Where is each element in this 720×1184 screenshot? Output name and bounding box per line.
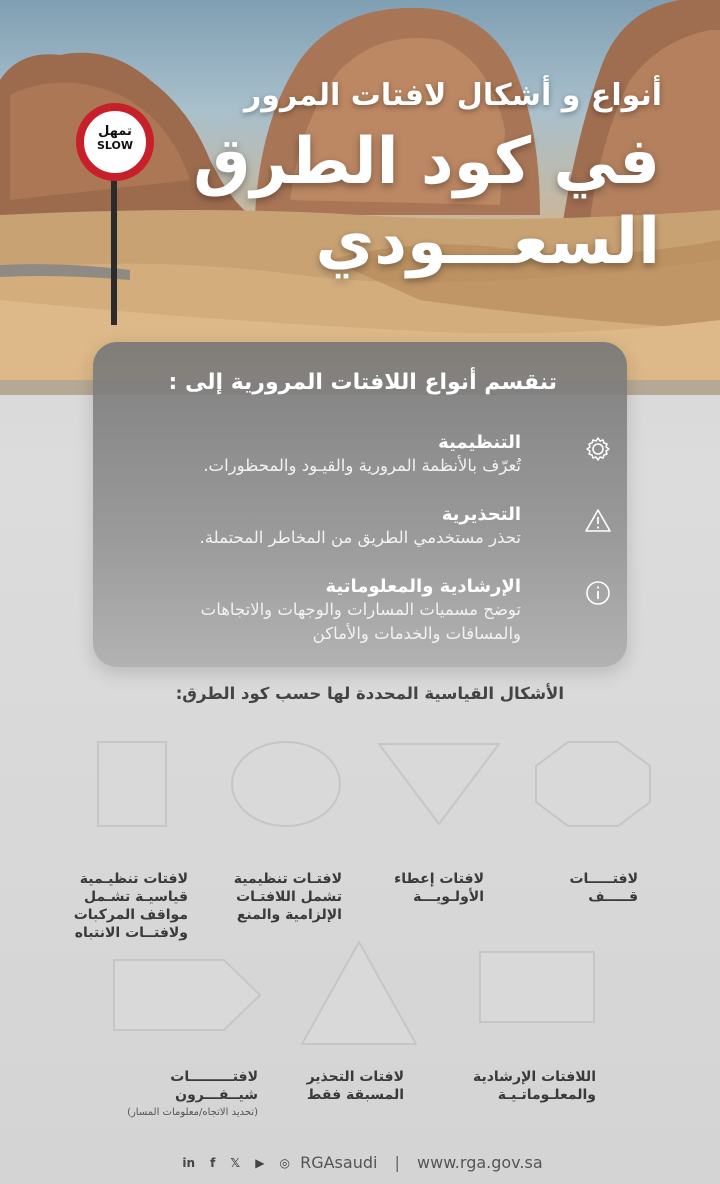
hero-title-line-1: في كود الطرق — [193, 125, 660, 199]
label-stop — [569, 870, 638, 906]
item-informational — [133, 576, 613, 656]
item-desc-line-2: والمسافات والخدمات والأماكن — [312, 624, 521, 643]
item-title: التحذيرية — [441, 504, 521, 525]
label-line: والمعلـوماتـيـة — [497, 1087, 596, 1103]
inverted-triangle-yield-shape — [375, 740, 503, 828]
label-line: الإلزامية والمنع — [236, 907, 342, 923]
x-twitter-icon[interactable]: 𝕏 — [230, 1155, 241, 1170]
label-line: مواقف المركبات — [73, 907, 188, 923]
label-line: لافتـات تنظيمية — [233, 871, 342, 887]
label-warning — [307, 1068, 404, 1104]
circle-regulatory-shape — [228, 740, 344, 828]
info-icon — [583, 578, 613, 608]
vertical-rectangle-shape — [96, 740, 168, 828]
label-line: شيــفـــرون — [175, 1087, 258, 1103]
footer — [0, 1152, 720, 1172]
shapes-heading: الأشكال القياسية المحددة لها حسب كود الطرق: — [175, 684, 564, 703]
youtube-icon[interactable]: ▶ — [255, 1155, 265, 1170]
facebook-icon[interactable]: f — [210, 1155, 216, 1170]
label-yield — [394, 870, 484, 906]
sign-pole — [111, 180, 117, 325]
label-line: ولافتــات الانتباه — [74, 925, 188, 941]
warning-icon — [583, 506, 613, 536]
label-note: (تحديد الاتجاه/معلومات المسار) — [127, 1107, 258, 1118]
instagram-icon[interactable]: ◎ — [279, 1155, 290, 1170]
label-regulatory-circle — [234, 870, 342, 924]
item-title: الإرشادية والمعلوماتية — [325, 576, 521, 597]
item-warning — [133, 504, 613, 564]
hero-title-line-2: السعـــودي — [315, 205, 660, 279]
item-regulatory — [133, 432, 613, 492]
label-line: لافتات إعطاء — [394, 871, 484, 887]
label-line: قـــــف — [588, 889, 638, 905]
hero-subtitle: أنواع و أشكال لافتات المرور — [244, 78, 662, 113]
label-line: اللافتات الإرشادية — [472, 1069, 596, 1085]
horizontal-rectangle-guide-shape — [478, 950, 596, 1024]
label-line: تشمل اللافتـات — [236, 889, 342, 905]
pentagon-chevron-shape — [112, 958, 262, 1032]
footer-separator: | — [394, 1153, 400, 1172]
label-line: قياسيـة تشـمل — [84, 889, 188, 905]
hero-photo — [0, 0, 720, 395]
label-chevron — [127, 1068, 258, 1122]
item-title: التنظيمية — [438, 432, 521, 453]
triangle-warning-shape — [296, 936, 422, 1050]
item-desc: تُعرّف بالأنظمة المرورية والقيـود والمحظورات. — [203, 456, 521, 475]
label-line: لافتـــــات — [569, 871, 638, 887]
sign-english-text: SLOW — [96, 139, 134, 152]
label-line: لافتات التحذير — [306, 1069, 404, 1085]
slow-road-sign — [76, 103, 154, 181]
label-regulatory-rectangle — [74, 870, 188, 942]
panel-title: تنقسم أنواع اللافتات المرورية إلى : — [168, 370, 557, 395]
linkedin-icon[interactable]: in — [182, 1155, 195, 1170]
label-line: لافتـــــــــات — [170, 1069, 258, 1085]
label-line: لافتات تنظيـمية — [79, 871, 188, 887]
item-desc: تحذر مستخدمي الطريق من المخاطر المحتملة. — [199, 528, 521, 547]
social-handle[interactable]: RGAsaudi — [300, 1153, 378, 1172]
label-line: الأولـويـــة — [413, 889, 484, 905]
gear-icon — [583, 434, 613, 464]
octagon-stop-shape — [534, 740, 652, 828]
label-line: المسبقة فقط — [306, 1087, 404, 1103]
label-guide — [473, 1068, 596, 1104]
website-link[interactable]: www.rga.gov.sa — [417, 1153, 543, 1172]
sign-types-panel — [93, 342, 627, 667]
item-desc: توضح مسميات المسارات والوجهات والاتجاهات — [200, 600, 521, 619]
sign-arabic-text: تمهل — [98, 124, 132, 139]
